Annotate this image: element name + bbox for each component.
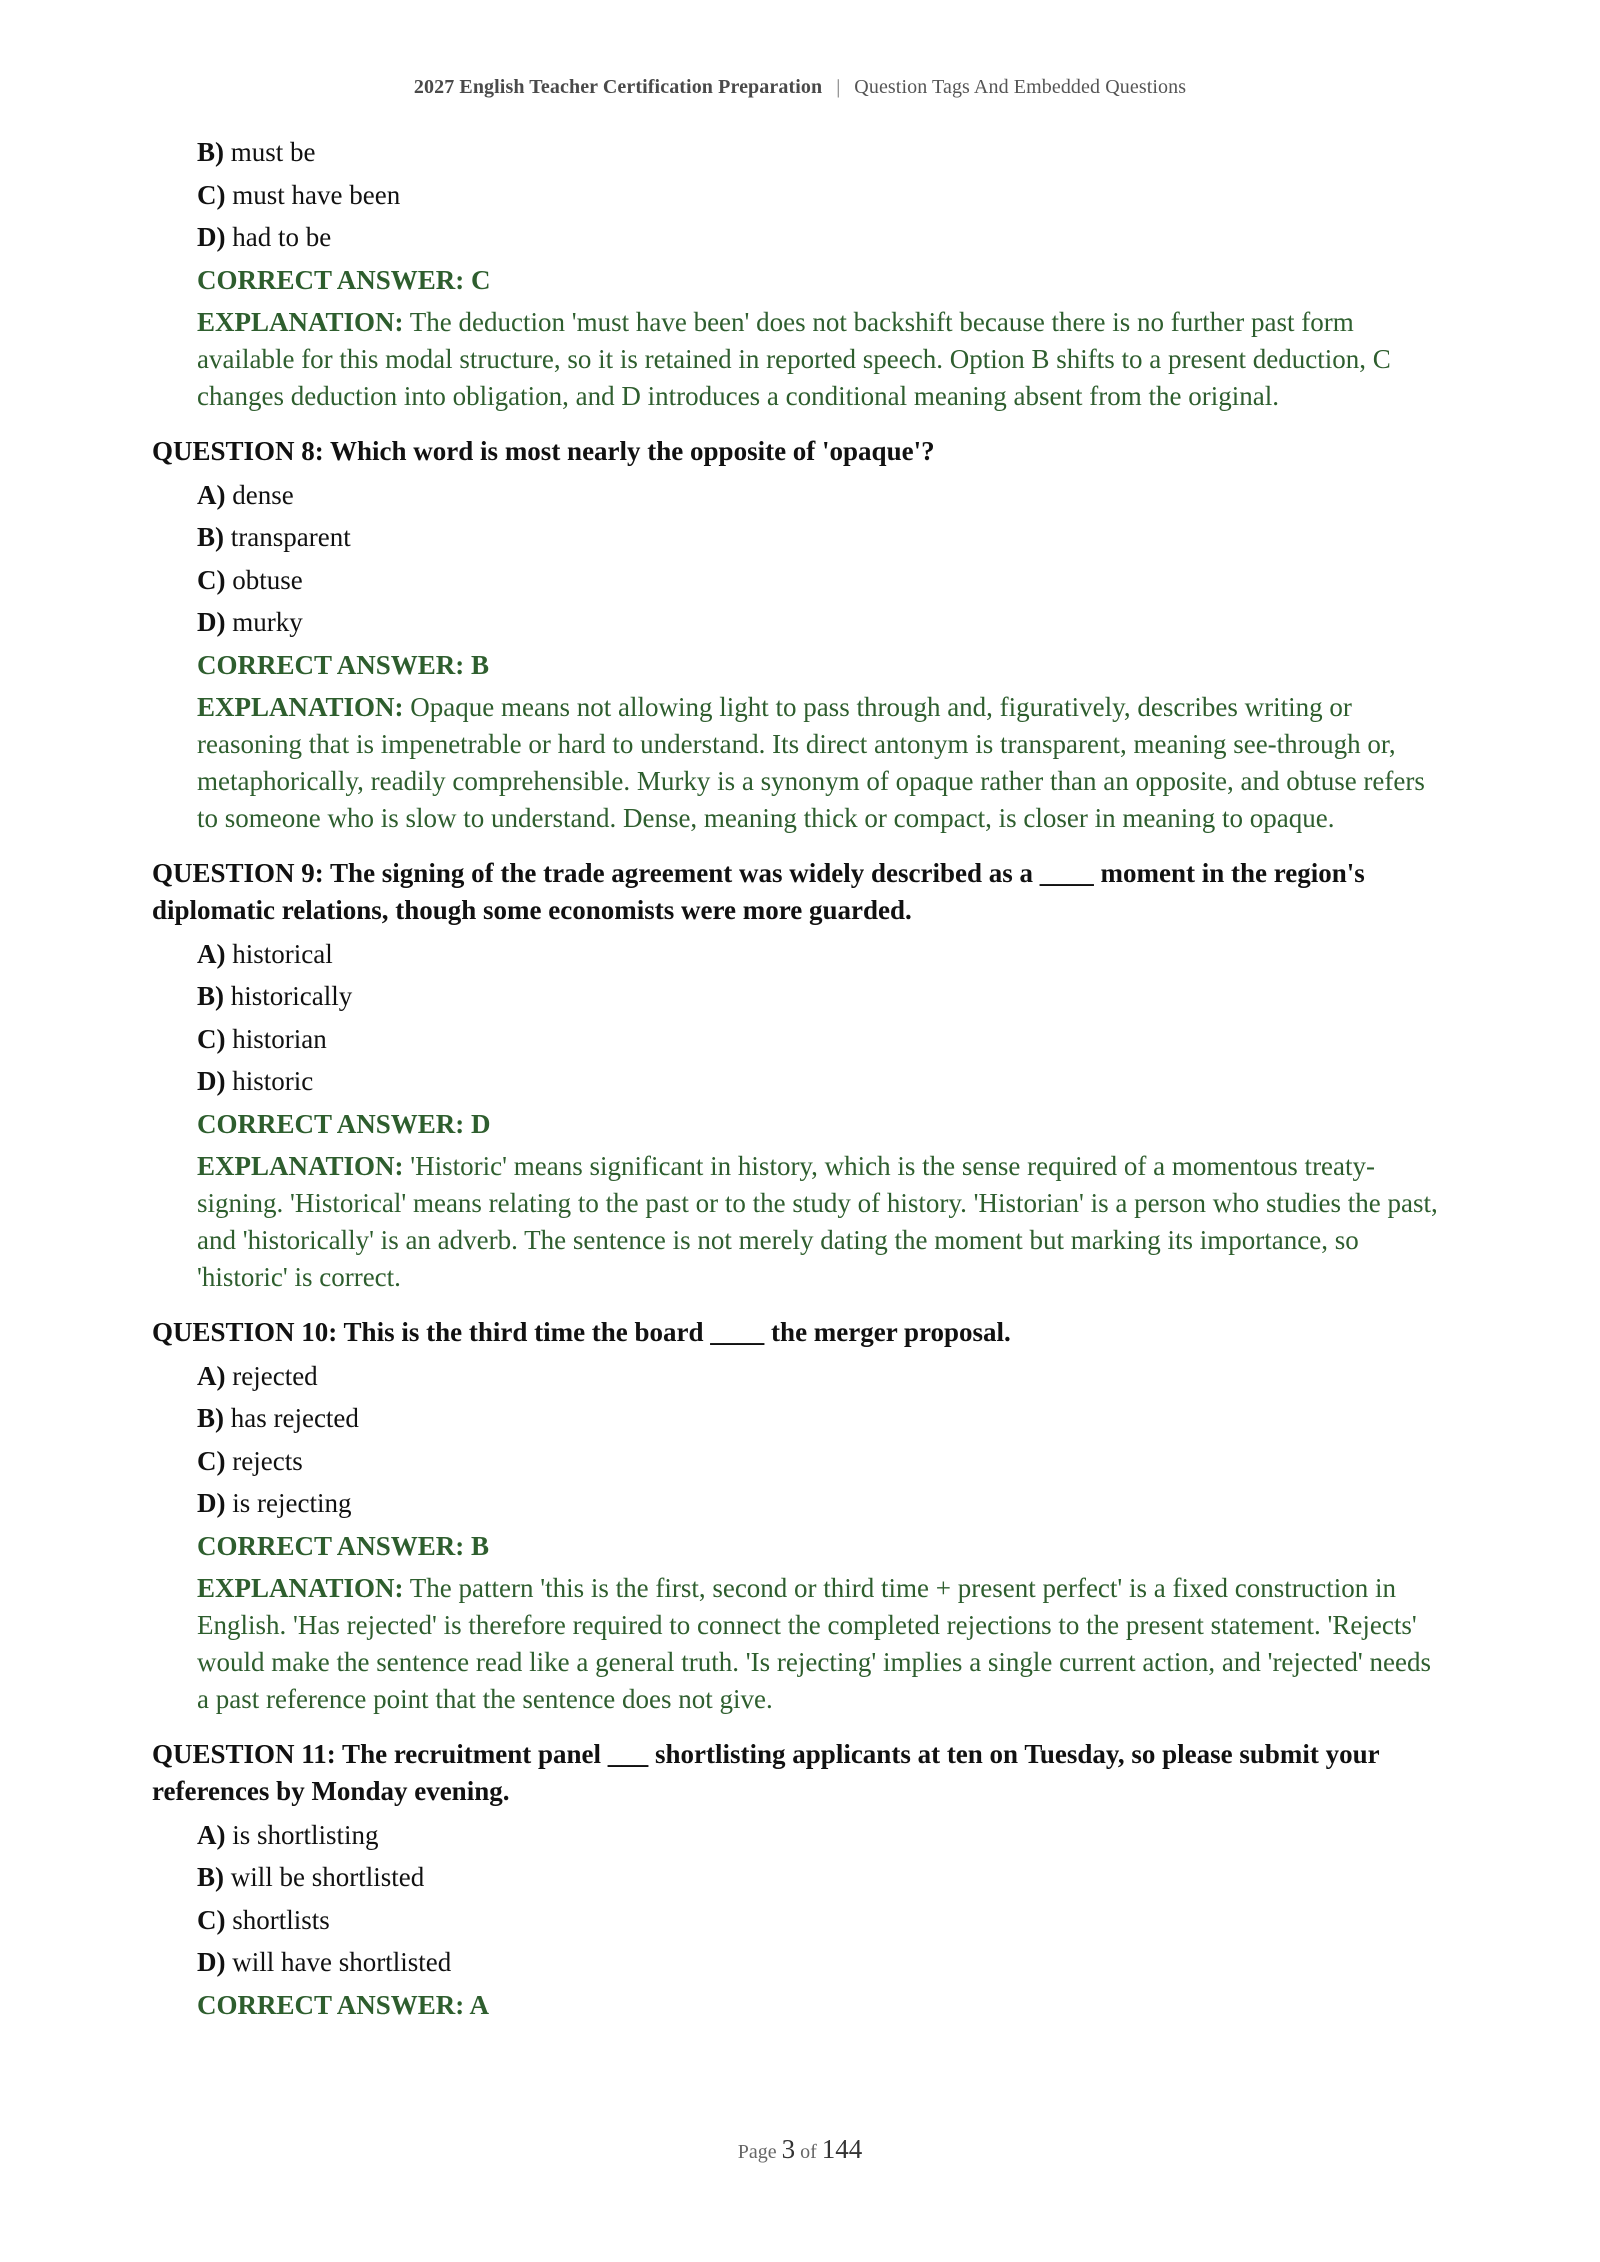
option-letter: B) <box>197 137 224 167</box>
answer-option <box>197 1485 1442 1522</box>
correct-answer: CORRECT ANSWER: C <box>197 264 491 295</box>
explanation-text: The deduction 'must have been' does not backshift because there is no further past form available for this modal structure, so it is retained in reported speech. Option B shifts to a present deduction, C changes deduction into obligation, and D introduces a conditional meaning absent from the original. <box>197 306 1391 411</box>
option-letter: C) <box>197 1904 226 1935</box>
option-text: obtuse <box>232 564 303 595</box>
option-letter: A) <box>197 1819 226 1850</box>
of-word: of <box>800 2141 817 2163</box>
explanation <box>197 1148 1442 1296</box>
answer-option <box>197 1021 1442 1058</box>
option-text: will be shortlisted <box>230 1862 425 1892</box>
answer-option <box>197 134 1442 171</box>
correct-answer: CORRECT ANSWER: A <box>197 1989 490 2020</box>
answer-option <box>197 1944 1442 1981</box>
page-content <box>152 134 1442 2029</box>
option-text: will have shortlisted <box>232 1947 452 1977</box>
explanation-label: EXPLANATION: <box>197 1572 404 1603</box>
option-letter: D) <box>197 607 226 637</box>
page-word: Page <box>737 2141 777 2163</box>
explanation <box>197 304 1442 415</box>
option-text: rejected <box>232 1360 318 1391</box>
option-letter: C) <box>197 179 226 210</box>
total-pages: 144 <box>821 2134 863 2164</box>
question-block-11 <box>152 1736 1442 2024</box>
option-text: is rejecting <box>232 1488 352 1518</box>
option-text: had to be <box>232 222 332 252</box>
option-letter: C) <box>197 1445 226 1476</box>
correct-answer: CORRECT ANSWER: B <box>197 1530 490 1561</box>
answer-option <box>197 1902 1442 1939</box>
option-text: transparent <box>230 522 351 552</box>
answer-option <box>197 562 1442 599</box>
option-text: historically <box>230 981 353 1011</box>
option-letter: D) <box>197 1947 226 1977</box>
answer-option <box>197 604 1442 641</box>
option-text: murky <box>232 607 303 637</box>
section-title: Question Tags And Embedded Questions <box>854 76 1187 98</box>
question-title: QUESTION 11: The recruitment panel ___ shortlisting applicants at ten on Tuesday, so please submit your references by Monday evening. <box>152 1738 1380 1806</box>
explanation-text: Opaque means not allowing light to pass through and, figuratively, describes writing or reasoning that is impenetrable or hard to understand. Its direct antonym is transparent, meaning see-through or, metaphorically, readily comprehensible. Murky is a synonym of opaque rather than an opposite, and obtuse refers to someone who is slow to understand. Dense, meaning thick or compact, is closer in meaning to opaque. <box>197 691 1425 833</box>
book-title: 2027 English Teacher Certification Preparation <box>413 76 823 98</box>
running-header <box>0 76 1600 99</box>
answer-option <box>197 177 1442 214</box>
answer-option <box>197 978 1442 1015</box>
header-separator: | <box>836 76 841 98</box>
answer-option <box>197 1443 1442 1480</box>
page-footer <box>0 2134 1600 2165</box>
answer-option <box>197 519 1442 556</box>
answer-option <box>197 477 1442 514</box>
option-letter: B) <box>197 1862 224 1892</box>
question-title: QUESTION 10: This is the third time the board ____ the merger proposal. <box>152 1316 1011 1347</box>
answer-option <box>197 219 1442 256</box>
option-letter: D) <box>197 1066 226 1096</box>
option-letter: D) <box>197 1488 226 1518</box>
option-letter: B) <box>197 981 224 1011</box>
option-text: historic <box>232 1066 314 1096</box>
explanation <box>197 689 1442 837</box>
option-letter: C) <box>197 1023 226 1054</box>
question-block-continued <box>152 134 1442 415</box>
question-block-10 <box>152 1314 1442 1718</box>
correct-answer: CORRECT ANSWER: B <box>197 649 490 680</box>
option-text: historical <box>232 938 333 969</box>
question-title: QUESTION 8: Which word is most nearly the opposite of 'opaque'? <box>152 435 935 466</box>
option-text: rejects <box>232 1445 303 1476</box>
option-letter: B) <box>197 522 224 552</box>
option-letter: A) <box>197 1360 226 1391</box>
question-title: QUESTION 9: The signing of the trade agreement was widely described as a ____ moment in the region's diplomatic relations, though some economists were more guarded. <box>152 857 1365 925</box>
answer-option <box>197 1817 1442 1854</box>
explanation-text: The pattern 'this is the first, second or third time + present perfect' is a fixed construction in English. 'Has rejected' is therefore required to connect the completed rejections to the present statement. 'Rejects' would make the sentence read like a general truth. 'Is rejecting' implies a single current action, and 'rejected' needs a past reference point that the sentence does not give. <box>197 1572 1431 1714</box>
answer-option <box>197 1358 1442 1395</box>
option-letter: D) <box>197 222 226 252</box>
option-letter: C) <box>197 564 226 595</box>
explanation-text: 'Historic' means significant in history, which is the sense required of a momentous treaty-signing. 'Historical' means relating to the past or to the study of history. 'Historian' is a person who studies the past, and 'historically' is an adverb. The sentence is not merely dating the moment but marking its importance, so 'historic' is correct. <box>197 1150 1438 1292</box>
answer-option <box>197 936 1442 973</box>
option-text: historian <box>232 1023 327 1054</box>
option-letter: A) <box>197 479 226 510</box>
answer-option <box>197 1400 1442 1437</box>
option-text: is shortlisting <box>232 1819 379 1850</box>
question-block-8 <box>152 433 1442 837</box>
answer-option <box>197 1859 1442 1896</box>
option-text: has rejected <box>230 1403 359 1433</box>
answer-option <box>197 1063 1442 1100</box>
option-letter: A) <box>197 938 226 969</box>
option-text: dense <box>232 479 294 510</box>
option-text: must have been <box>232 179 401 210</box>
page-number: 3 <box>781 2134 796 2164</box>
question-block-9 <box>152 855 1442 1296</box>
explanation <box>197 1570 1442 1718</box>
explanation-label: EXPLANATION: <box>197 1150 404 1181</box>
option-letter: B) <box>197 1403 224 1433</box>
explanation-label: EXPLANATION: <box>197 306 404 337</box>
option-text: shortlists <box>232 1904 330 1935</box>
option-text: must be <box>230 137 316 167</box>
explanation-label: EXPLANATION: <box>197 691 404 722</box>
correct-answer: CORRECT ANSWER: D <box>197 1108 491 1139</box>
